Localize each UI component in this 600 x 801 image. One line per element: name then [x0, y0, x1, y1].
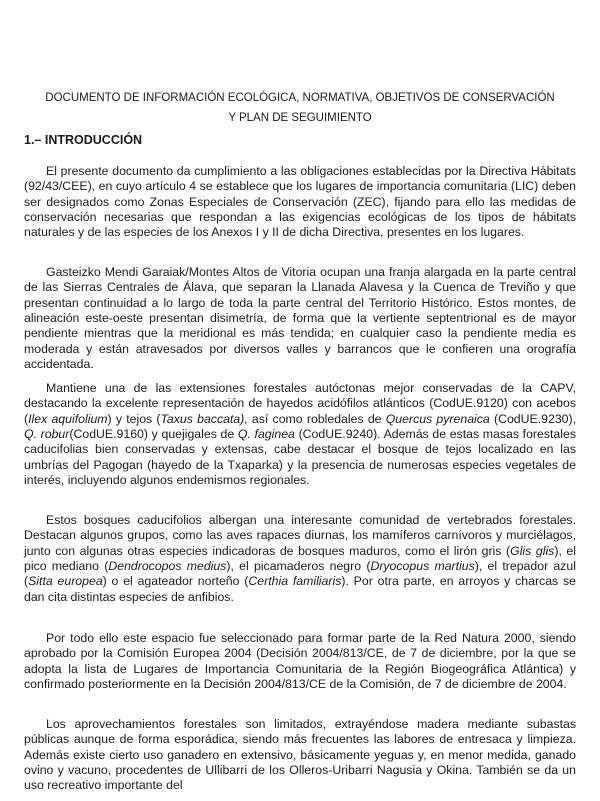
text-segment: (CodUE.9160) y quejigales de: [69, 427, 238, 442]
species-name: Ilex aquifolium: [28, 411, 108, 426]
species-name: Quercus pyrenaica: [385, 411, 490, 426]
species-name: Glis glis: [510, 543, 555, 558]
text-segment: (CodUE.9230),: [489, 411, 577, 426]
paragraph-fauna: [24, 513, 576, 605]
species-name: Dendrocopos medius: [108, 559, 227, 574]
document-title-line-2: Y PLAN DE SEGUIMIENTO: [228, 112, 372, 124]
text-segment: (CodUE.9240). Además de estas masas forestales caducifolias bien conservadas y extensas, cabe destacar el bosque de tejos localizado en las umbrías del Pagogan (hayedo de la Txaparka) y la presencia de numerosas especies vegetales de interés, incluyendo algunos endemismos regionales.: [24, 427, 576, 488]
paragraph-natura-2000: Por todo ello este espacio fue seleccionado para formar parte de la Red Natura 2000, siendo aprobado por la Comisión Europea 2004 (Decisión 2004/813/CE, de 7 de diciembre, por la que se adopta la lista de Lugares de Importancia Comunitaria de la Región Biogeográfica Atlántica) y confirmado posteriormente en la Decisión 2004/813/CE de la Comisión, de 7 de diciembre de 2004.: [24, 631, 576, 692]
text-segment: ), el pico mediano (: [24, 543, 577, 574]
section-heading: 1.– INTRODUCCIÓN: [24, 133, 143, 147]
species-name: Sitta europea: [28, 574, 103, 589]
document-title-line-1: DOCUMENTO DE INFORMACIÓN ECOLÓGICA, NORMATIVA, OBJETIVOS DE CONSERVACIÓN: [45, 92, 555, 104]
text-segment: Mantiene una de las extensiones forestales autóctonas mejor conservadas de la CAPV, destacando la excelente representación de hayedos acidófilos atlánticos (CodUE.9120) con acebos (: [24, 381, 576, 426]
species-name: Q. robur: [24, 427, 70, 442]
paragraph-land-use: Los aprovechamientos forestales son limitados, extrayéndose madera mediante subastas públicas aunque de forma esporádica, siendo más frecuentes las labores de entresaca y limpieza. Además existe cierto uso ganadero en extensivo, básicamente yeguas y, en menor medida, ganado ovino y vacuno, procedentes de Ullibarri de los Olleros-Uribarri Nagusia y Okina. También se da un uso recreativo importante del: [24, 717, 576, 793]
species-name: Dryocopus martius: [370, 559, 475, 574]
text-segment: ), el trepador azul (: [24, 559, 576, 589]
paragraph-geography: Gasteizko Mendi Garaiak/Montes Altos de Vitoria ocupan una franja alargada en la parte central de las Sierras Centrales de Álava, que separan la Llanada Alavesa y la Cuenca de Treviño y que presentan continuidad a lo largo de toda la parte central del Territorio Histórico. Estos montes, de alineación este-oeste presentan disimetría, de forma que la vertiente septentrional es de mayor pendiente mientras que la meridional es más tendida; en cualquier caso la pendiente media es moderada y están atravesados por diversos valles y barrancos que le confieren una orografía accidentada.: [24, 265, 576, 372]
text-segment: ), el picamaderos negro (: [226, 559, 371, 574]
text-segment: ) o el agateador norteño (: [102, 574, 249, 589]
paragraph-intro: El presente documento da cumplimiento a las obligaciones establecidas por la Directiva Hábitats (92/43/CEE), en cuyo artículo 4 se establece que los lugares de importancia comunitaria (LIC) deben ser designados como Zonas Especiales de Conservación (ZEC), fijando para ello las medidas de conservación necesarias que respondan a las exigencias ecológicas de los tipos de hábitats naturales y de las especies de los Anexos I y II de dicha Directiva, presentes en los lugares.: [24, 164, 576, 240]
text-segment: ). Por otra parte, en arroyos y charcas se dan cita distintas especies de anfibios.: [24, 574, 576, 604]
paragraph-forests: [24, 381, 576, 488]
text-segment: así como robledales de: [247, 411, 386, 426]
species-name: Taxus baccata),: [160, 411, 248, 426]
text-segment: ) y tejos (: [107, 411, 161, 426]
species-name: Q. faginea: [237, 427, 295, 442]
species-name: Certhia familiaris: [248, 574, 342, 589]
text-segment: Estos bosques caducifolios albergan una interesante comunidad de vertebrados forestales. Destacan algunos grupos, como las aves rapaces diurnas, los mamíferos carnívoros y murciélagos, junto con algunas otras especies indicadoras de bosques maduros, como el lirón gris (: [24, 513, 576, 558]
